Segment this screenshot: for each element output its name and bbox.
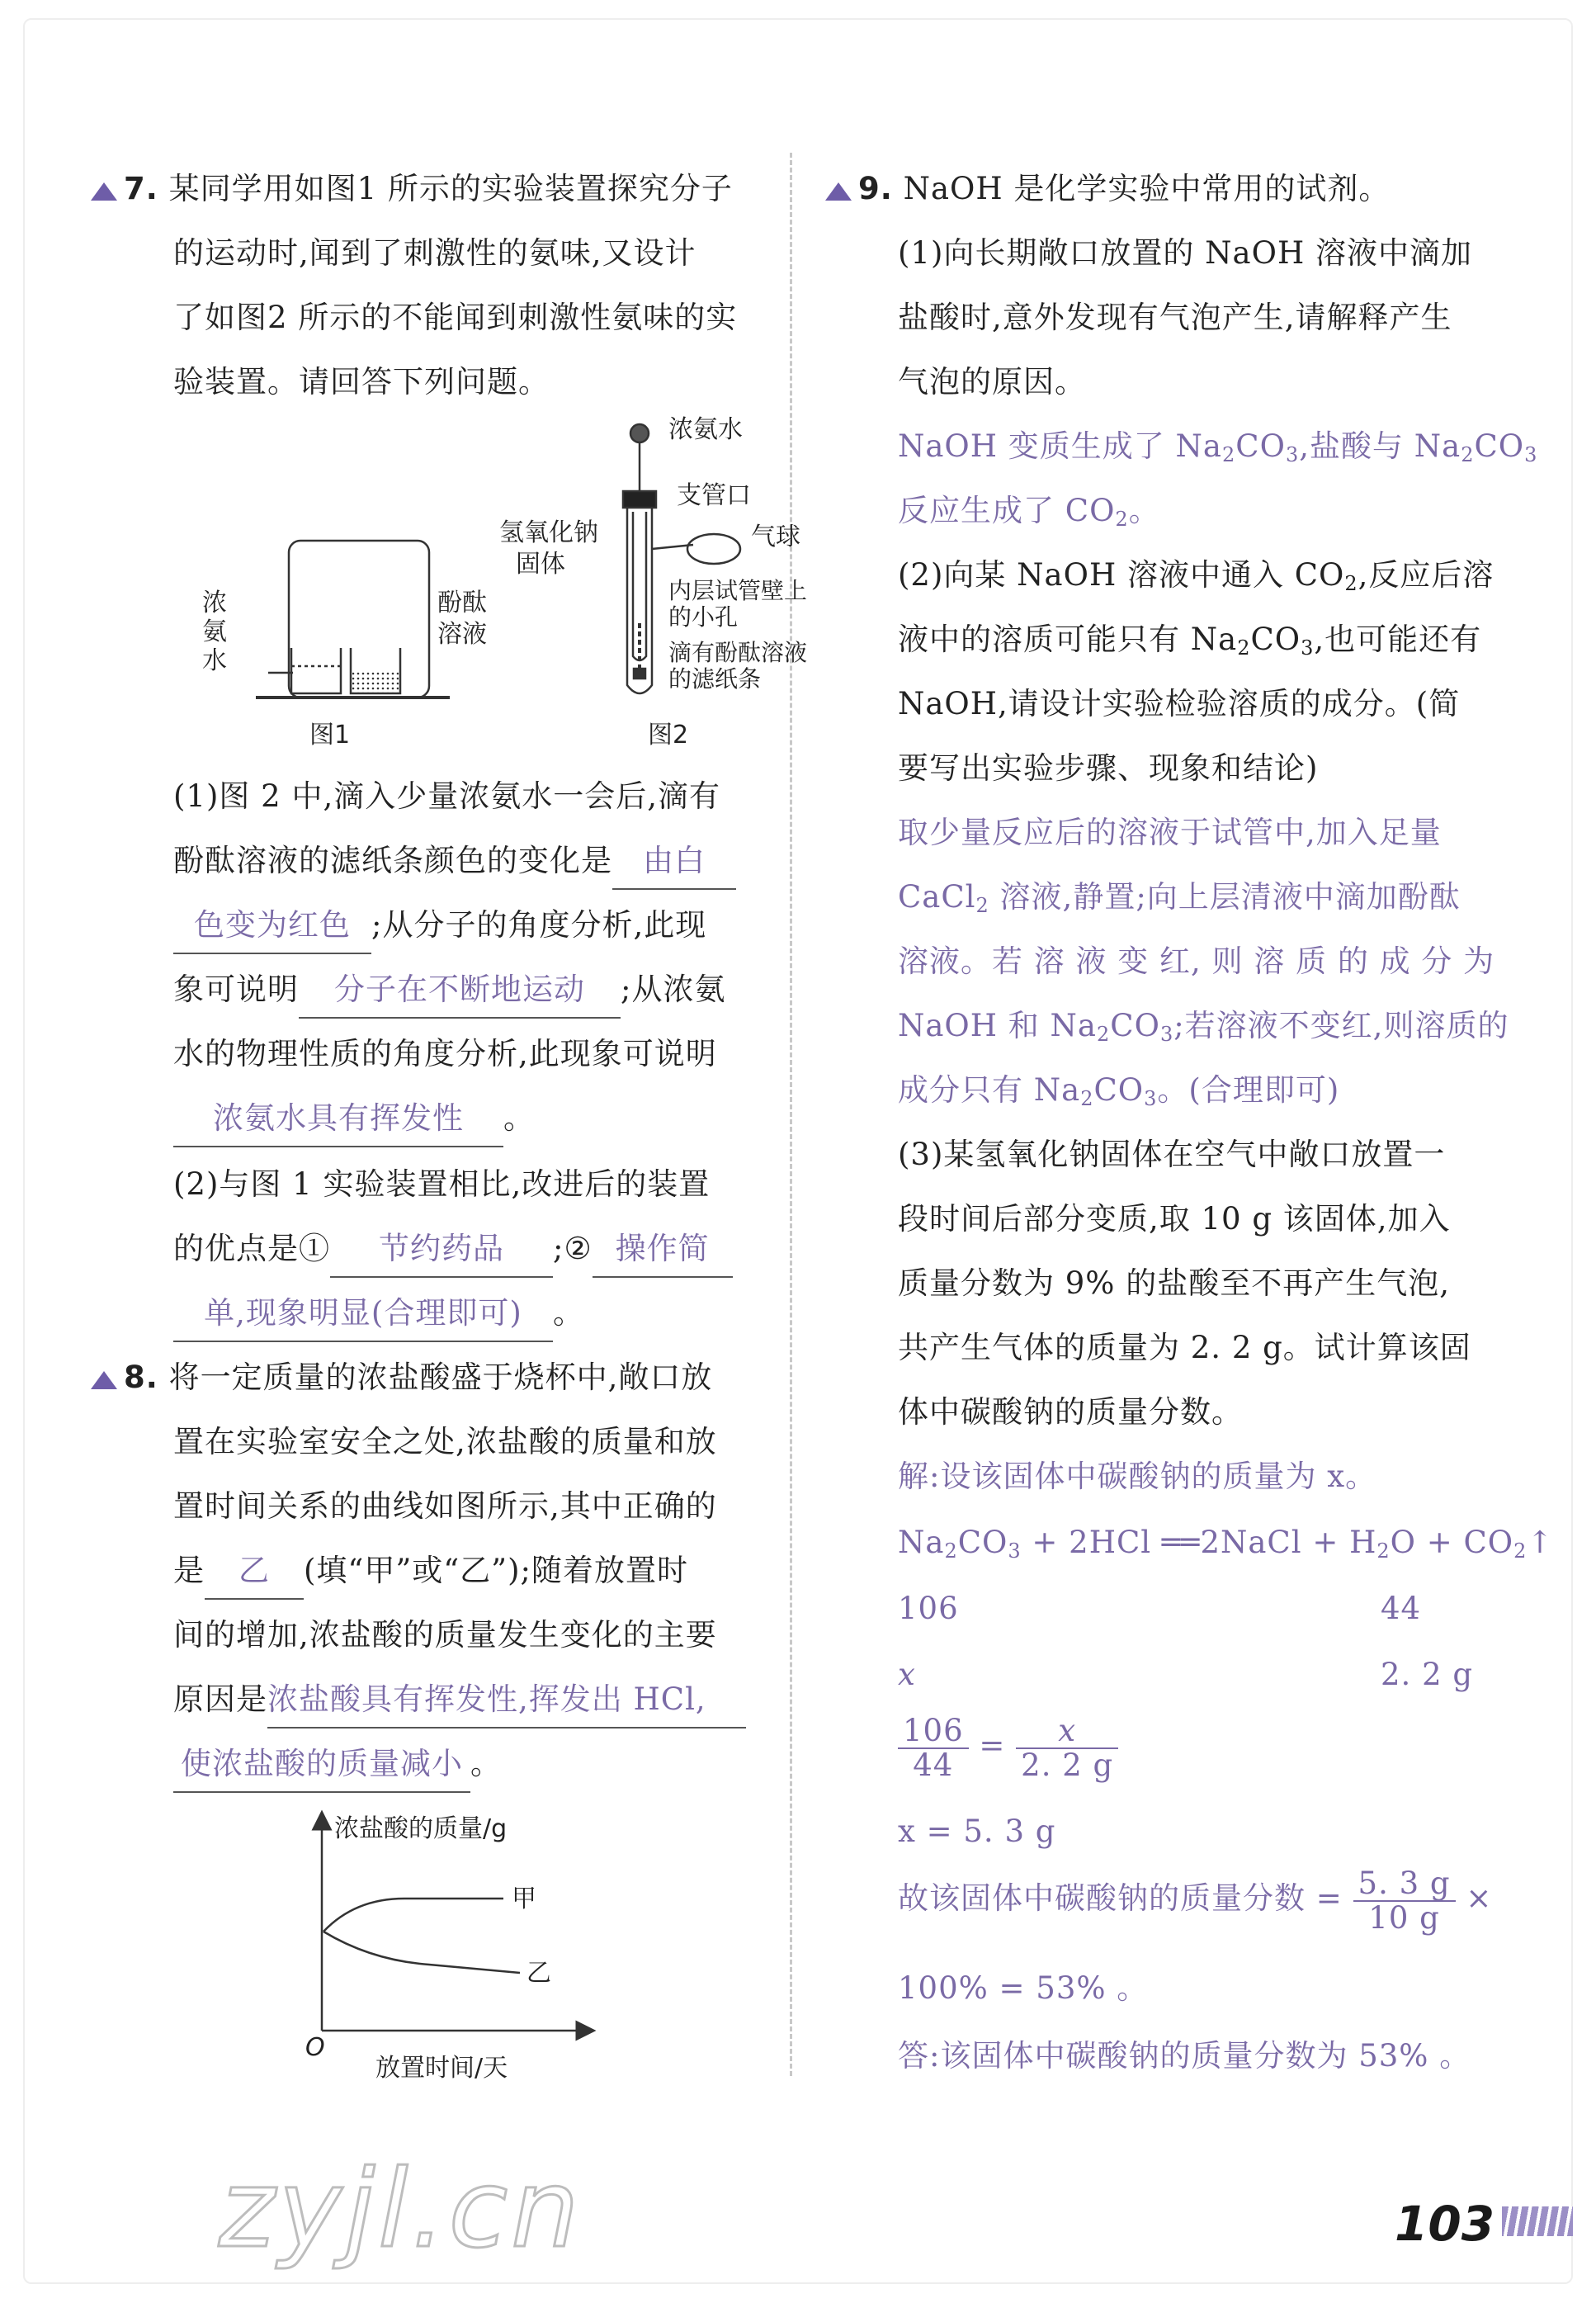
ratio-denominator: 2. 2 g: [1021, 1747, 1114, 1783]
label-nonganshui: 浓氨水: [668, 415, 743, 444]
q7-p2-end: 。: [553, 1295, 584, 1331]
subscript: 3: [1301, 636, 1315, 660]
q7-p1-text: 象可说明: [173, 972, 299, 1007]
q9-text: CO: [1250, 622, 1301, 657]
label-fenzhi: 酚酞: [437, 589, 487, 617]
q8-end: 。: [470, 1746, 502, 1781]
fraction-denominator: 10 g: [1368, 1899, 1440, 1936]
q9-answer-text: 成分只有 Na: [898, 1072, 1081, 1108]
subscript: 3: [1008, 1539, 1022, 1563]
q9-answer-text: ;若溶液不变红,则溶质的: [1173, 1008, 1509, 1043]
q9-fraction-line: [898, 1857, 1492, 1940]
subscript: 2: [1222, 443, 1236, 466]
q9-result-x: x = 5. 3 g: [898, 1814, 1056, 1849]
subscript: 2: [1080, 1087, 1094, 1110]
q9-final-answer: 答:该固体中碳酸钠的质量分数为 53% 。: [898, 2038, 1471, 2074]
fraction-numerator: 5. 3 g: [1353, 1867, 1456, 1902]
q8-answer-blank-1: 乙: [205, 1544, 304, 1600]
fig2-stopper: [623, 491, 656, 508]
q9-answer-text: NaOH 变质生成了 Na: [898, 428, 1222, 464]
unknown-x: x: [898, 1657, 916, 1692]
q7-p1-end: 。: [503, 1100, 535, 1136]
molar-mass-na2co3: 106: [898, 1591, 959, 1626]
q9-answer-text: CO: [1235, 428, 1286, 464]
subscript: 2: [1344, 572, 1358, 595]
curve-jia: [323, 1899, 503, 1932]
graph-label-jia: 甲: [512, 1885, 536, 1913]
subscript: 2: [1115, 508, 1129, 531]
equation-part: + 2HCl ══2NaCl + H: [1021, 1525, 1377, 1560]
q8-answer-blank-2b: 使浓盐酸的质量减小: [173, 1737, 470, 1793]
q7-line-4: 验装置。请回答下列问题。: [173, 364, 550, 400]
q7-p1-text: ;从分子的角度分析,此现: [371, 907, 707, 943]
q9-answer-text: CO: [1093, 1072, 1145, 1108]
graph-x-label: 放置时间/天: [375, 2054, 508, 2083]
subscript: 2: [944, 1539, 958, 1563]
difficulty-triangle-icon: [825, 182, 852, 201]
equals-sign: =: [979, 1728, 1006, 1763]
q9-p1-line-1: (1)向长期敞口放置的 NaOH 溶液中滴加: [898, 235, 1472, 271]
q9-solution-intro: 解:设该固体中碳酸钠的质量为 x。: [898, 1459, 1377, 1494]
figure-labels: [202, 415, 807, 750]
ratio-numerator: 106: [898, 1714, 969, 1749]
subscript: 2: [1513, 1539, 1528, 1563]
label-nong: 浓: [202, 589, 227, 617]
q7-p2-line-2: [173, 1217, 733, 1281]
q9-p2-answer-line-1: 取少量反应后的溶液于试管中,加入足量: [898, 815, 1442, 850]
q9-p1-answer-line-2: [898, 479, 1160, 543]
q7-answer-blank-5a: 操作简: [593, 1222, 733, 1278]
q9-answer-text: 溶液,静置;向上层清液中滴加酚酞: [989, 879, 1461, 915]
q9-number: 9.: [858, 171, 893, 206]
label-rongye: 溶液: [437, 620, 487, 649]
subscript: 2: [1461, 443, 1475, 466]
q9-answer-text: 。(合理即可): [1157, 1072, 1340, 1108]
q9-p2-answer-line-3: 溶液。若 溶 液 变 红, 则 溶 质 的 成 分 为: [898, 943, 1495, 979]
q7-p1-line-5: 水的物理性质的角度分析,此现象可说明: [173, 1036, 717, 1071]
q8-line-6: [173, 1667, 746, 1732]
q9-p3-line-5: 体中碳酸钠的质量分数。: [898, 1394, 1243, 1430]
label-shui: 水: [202, 646, 227, 675]
label-diyou-1: 滴有酚酞溶液: [668, 639, 808, 666]
q9-answer-text: CO: [1474, 428, 1525, 464]
fig2-inner-tube: [633, 512, 646, 660]
q9-p2-answer-line-2: [898, 865, 1461, 929]
label-neiceng-1: 内层试管壁上: [668, 577, 808, 604]
q9-answer-text: 反应生成了 CO: [898, 493, 1116, 528]
label-neiceng-2: 的小孔: [668, 603, 739, 631]
q7-p1-line-4: [173, 958, 725, 1022]
q9-p3-line-1: (3)某氢氧化钠固体在空气中敞口放置一: [898, 1137, 1446, 1172]
q7-line-1: [91, 157, 733, 221]
q8-text: 是: [173, 1553, 205, 1588]
q8-line-7: [173, 1732, 502, 1796]
q9-p2-answer-line-5: [898, 1058, 1339, 1123]
label-qiqiu: 气球: [751, 523, 800, 551]
q9-answer-text: NaOH 和 Na: [898, 1008, 1097, 1043]
q9-ratio-equation: [898, 1705, 1118, 1787]
q7-p1-line-2: [173, 829, 736, 893]
q7-p2-text: ;②: [553, 1231, 593, 1266]
q7-p1-line-3: [173, 893, 706, 958]
q8-line-2: 置在实验室安全之处,浓盐酸的质量和放: [173, 1424, 717, 1459]
q9-chemical-equation: [898, 1511, 1553, 1575]
subscript: 2: [1097, 1023, 1111, 1046]
label-diyou-2: 的滤纸条: [668, 665, 762, 693]
label-guti: 固体: [516, 550, 565, 579]
mass-fraction: [1353, 1867, 1456, 1935]
q9-answer-text: 。: [1128, 493, 1160, 528]
q7-text: 某同学用如图1 所示的实验装置探究分子: [168, 171, 733, 206]
q9-p3-line-3: 质量分数为 9% 的盐酸至不再产生气泡,: [898, 1265, 1450, 1301]
q7-answer-blank-5b: 单,现象明显(合理即可): [173, 1286, 553, 1342]
page-number: 103: [1395, 2196, 1495, 2252]
subscript: 2: [975, 894, 989, 917]
q8-line-5: 间的增加,浓盐酸的质量发生变化的主要: [173, 1617, 717, 1653]
q8-text: 原因是: [173, 1681, 267, 1717]
q7-answer-blank-2: 分子在不断地运动: [299, 962, 621, 1019]
q9-answer-text: CO: [1110, 1008, 1160, 1043]
label-zhiguankou: 支管口: [677, 481, 751, 510]
column-divider: [790, 153, 792, 2076]
subscript: 3: [1285, 443, 1300, 466]
curve-yi: [323, 1932, 520, 1973]
q8-line-1: [91, 1345, 712, 1410]
q7-p2-text: 的优点是①: [173, 1231, 330, 1266]
q9-p1-line-3: 气泡的原因。: [898, 364, 1086, 400]
page-number-decoration: [1502, 2206, 1573, 2236]
q9-p2-line-1: [898, 543, 1494, 608]
q8-answer-blank-2a: 浓盐酸具有挥发性,挥发出 HCl,: [267, 1672, 746, 1728]
q9-p3-line-4: 共产生气体的质量为 2. 2 g。试计算该固: [898, 1330, 1471, 1365]
fig2-balloon: [687, 534, 740, 564]
q7-answer-blank-4: 节约药品: [330, 1222, 553, 1278]
subscript: 3: [1159, 1023, 1174, 1046]
equation-part: ↑: [1527, 1525, 1554, 1560]
q7-number: 7.: [124, 171, 158, 206]
ratio-fraction-right: [1016, 1714, 1118, 1782]
q9-text: ,也可能还有: [1314, 622, 1482, 657]
fig1-beaker-left: [291, 648, 341, 693]
q7-apparatus-figure: [153, 409, 808, 755]
equation-part: CO: [957, 1525, 1008, 1560]
q9-title: NaOH 是化学实验中常用的试剂。: [903, 171, 1391, 206]
ratio-numerator: x: [1016, 1714, 1118, 1749]
co2-mass: 2. 2 g: [1381, 1657, 1474, 1692]
q9-text: ,反应后溶: [1358, 557, 1494, 593]
label-an: 氨: [202, 617, 227, 646]
fig1-caption: 图1: [309, 721, 351, 750]
equation-part: O + CO: [1390, 1525, 1514, 1560]
q8-mass-time-graph: [305, 1808, 685, 2088]
q9-line-1: [825, 157, 1390, 221]
difficulty-triangle-icon: [91, 1371, 117, 1389]
fig1-phenolphthalein-liquid: [352, 671, 399, 693]
ratio-denominator: 44: [913, 1747, 954, 1783]
q8-number: 8.: [124, 1360, 158, 1395]
q9-text: 液中的溶质可能只有 Na: [898, 622, 1238, 657]
subscript: 2: [1237, 636, 1251, 660]
q8-text: 将一定质量的浓盐酸盛于烧杯中,敞口放: [168, 1360, 713, 1395]
q7-p2-line-1: (2)与图 1 实验装置相比,改进后的装置: [173, 1166, 711, 1202]
ratio-fraction-left: [898, 1714, 969, 1782]
molar-mass-co2: 44: [1381, 1591, 1422, 1626]
fig2-caption: 图2: [648, 721, 689, 750]
q7-answer-blank-1b: 色变为红色: [173, 898, 371, 954]
times-sign: ×: [1466, 1880, 1493, 1916]
q9-percent-result: 100% = 53% 。: [898, 1970, 1149, 2006]
difficulty-triangle-icon: [91, 182, 117, 201]
q9-p1-answer-line-1: [898, 414, 1537, 479]
q7-line-2: 的运动时,闻到了刺激性的氨味,又设计: [173, 235, 696, 271]
q7-p1-text: ;从浓氨: [621, 972, 726, 1007]
q9-p3-line-2: 段时间后部分变质,取 10 g 该固体,加入: [898, 1201, 1451, 1237]
q8-line-4: [173, 1539, 688, 1603]
watermark: zyjl.cn: [219, 2146, 583, 2272]
q9-p2-line-2: [898, 608, 1481, 672]
q9-answer-text: 故该固体中碳酸钠的质量分数 =: [898, 1880, 1343, 1916]
q7-line-3: 了如图2 所示的不能闻到刺激性氨味的实: [173, 300, 738, 335]
q9-p2-line-4: 要写出实验步骤、现象和结论): [898, 750, 1319, 786]
q9-p2-line-3: NaOH,请设计实验检验溶质的成分。(简: [898, 686, 1461, 721]
q7-p2-line-3: [173, 1281, 584, 1345]
q9-answer-text: CaCl: [898, 879, 976, 915]
graph-label-yi: 乙: [526, 1959, 551, 1988]
label-qingyanghuana: 氢氧化钠: [499, 518, 598, 547]
graph-origin: O: [305, 2033, 325, 2062]
q9-p1-line-2: 盐酸时,意外发现有气泡产生,请解释产生: [898, 300, 1452, 335]
subscript: 2: [1376, 1539, 1391, 1563]
graph-y-label: 浓盐酸的质量/g: [334, 1814, 508, 1843]
q7-p1-line-6: [173, 1086, 535, 1151]
q8-line-3: 置时间关系的曲线如图所示,其中正确的: [173, 1488, 717, 1524]
q9-answer-text: ,盐酸与 Na: [1299, 428, 1461, 464]
equation-part: Na: [898, 1525, 945, 1560]
q7-p1-line-1: (1)图 2 中,滴入少量浓氨水一会后,滴有: [173, 778, 720, 814]
q9-text: (2)向某 NaOH 溶液中通入 CO: [898, 557, 1345, 593]
q9-p2-answer-line-4: [898, 994, 1509, 1058]
q7-answer-blank-3: 浓氨水具有挥发性: [173, 1091, 503, 1147]
q7-p1-text: 酚酞溶液的滤纸条颜色的变化是: [173, 843, 612, 878]
fig1-apparatus: [256, 541, 450, 698]
q8-text: (填“甲”或“乙”);随着放置时: [304, 1553, 688, 1588]
subscript: 3: [1524, 443, 1538, 466]
fig2-dropper-bulb: [630, 424, 649, 442]
subscript: 3: [1144, 1087, 1158, 1110]
q7-answer-blank-1a: 由白: [612, 834, 736, 890]
